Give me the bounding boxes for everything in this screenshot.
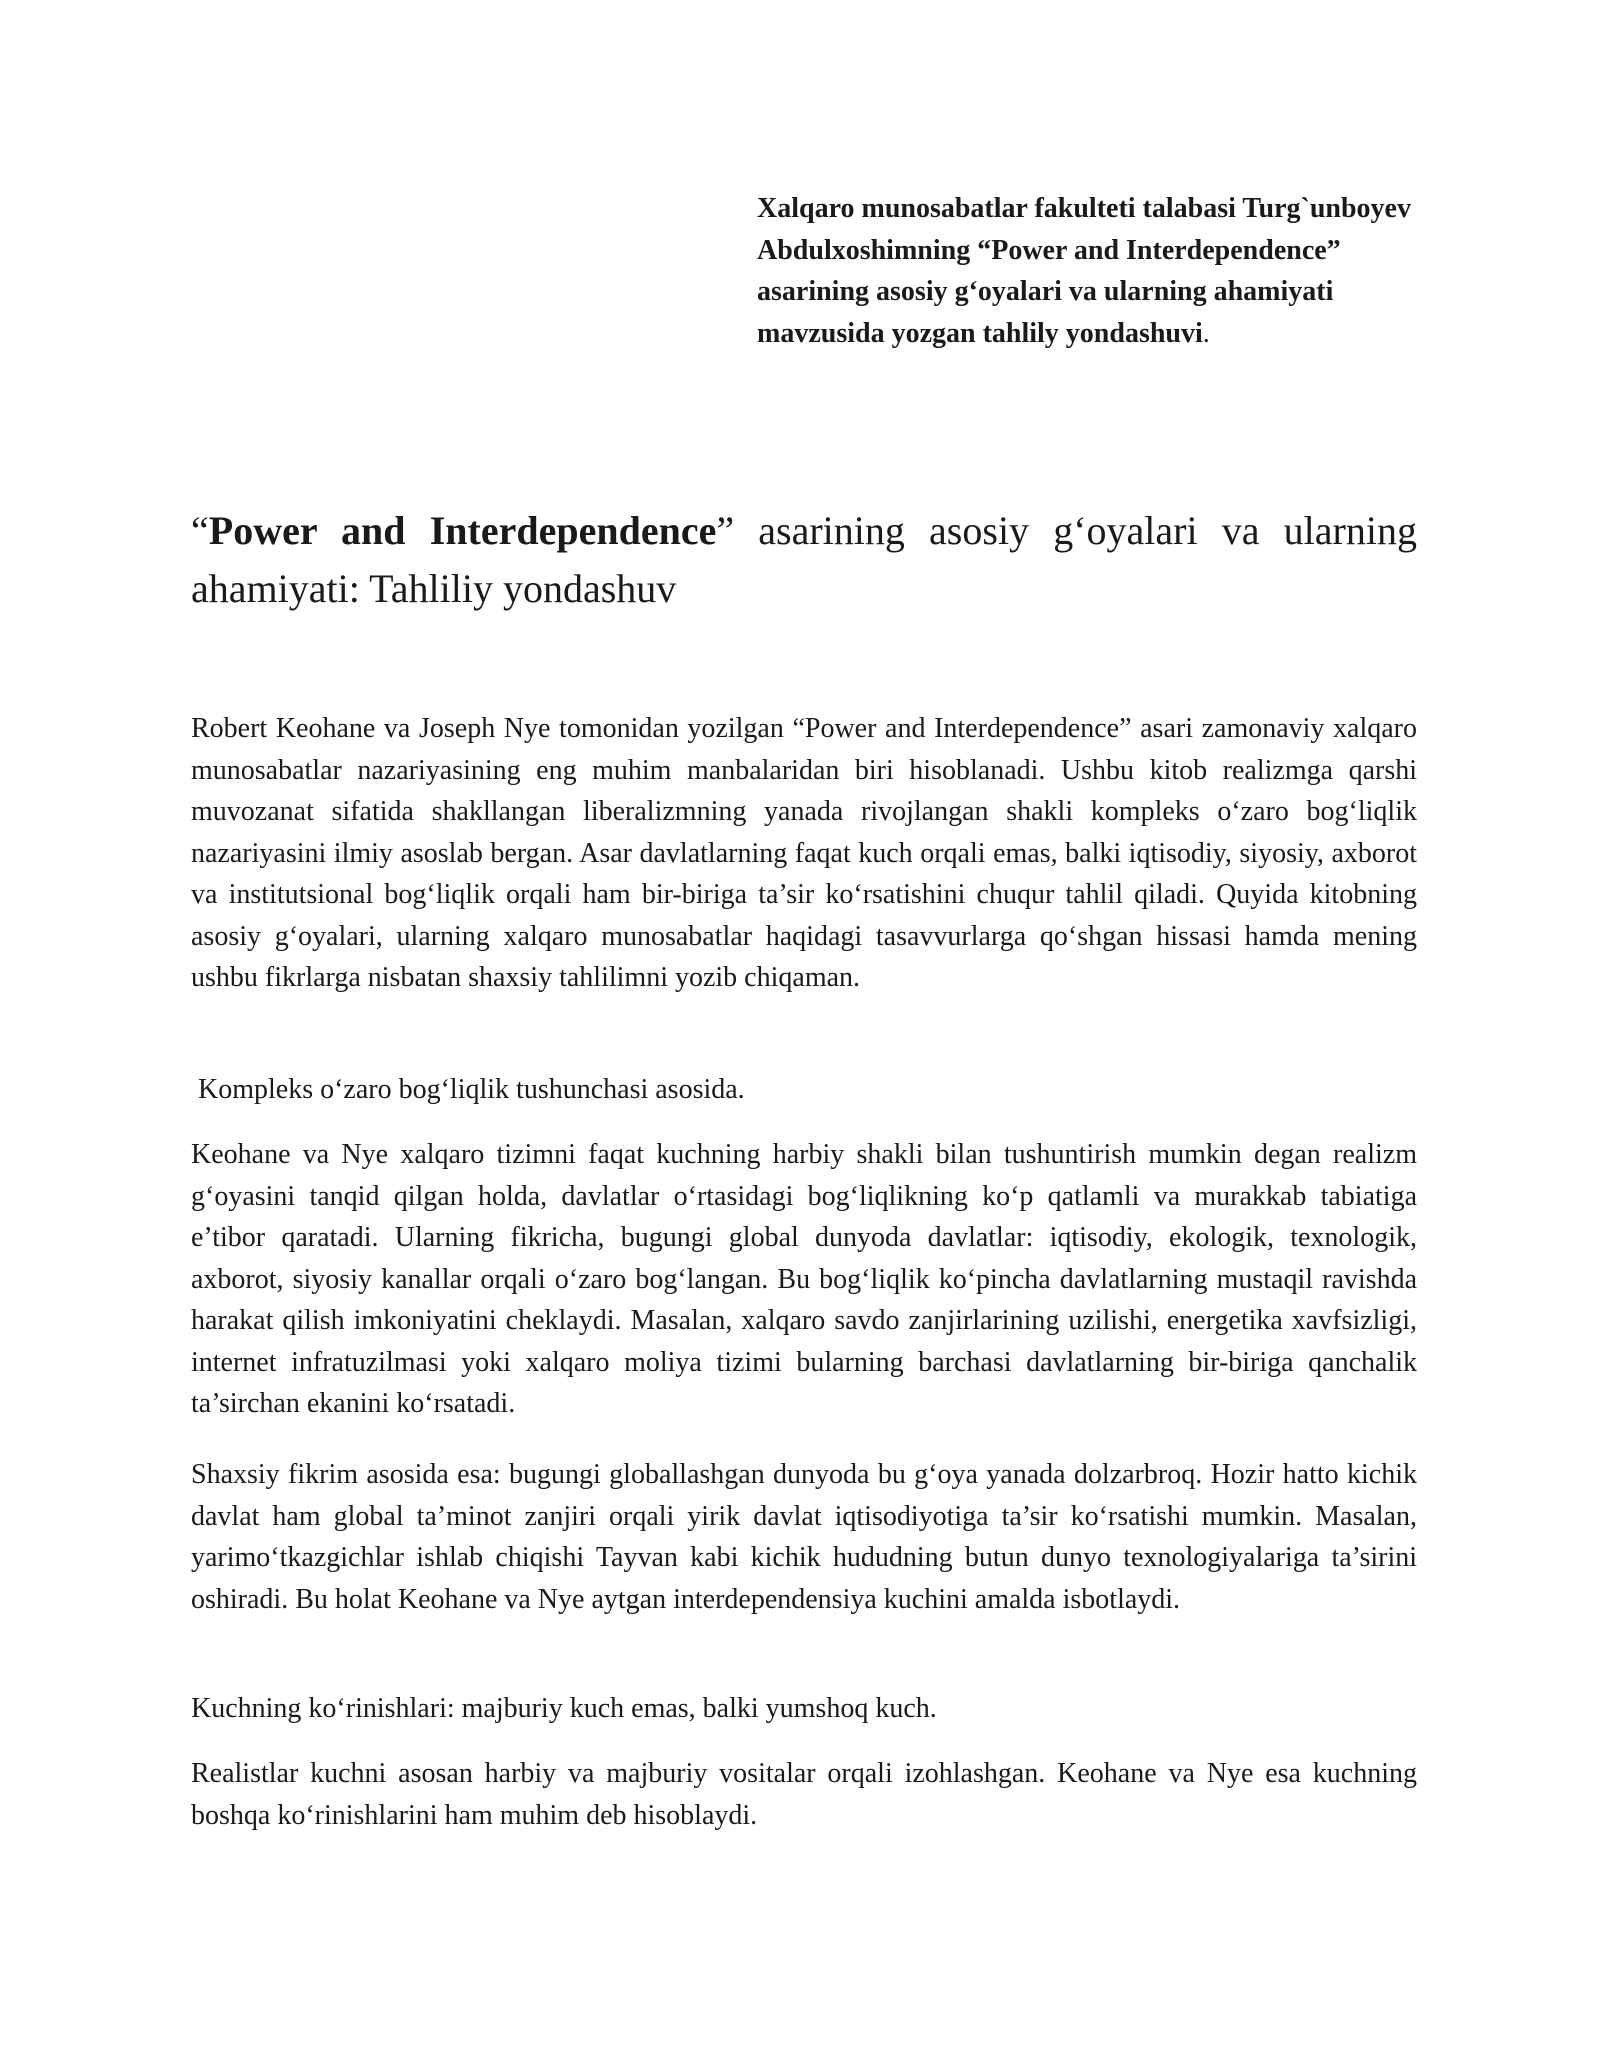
author-info-period: . bbox=[1202, 317, 1210, 349]
title-rest: ” asarining asosiy g‘oyalari va ularning ahamiyati: Tahliliy yondashuv bbox=[191, 508, 1417, 611]
title-open-quote: “ bbox=[191, 508, 209, 553]
document-title bbox=[191, 502, 1417, 618]
intro-paragraph: Robert Keohane va Joseph Nye tomonidan yozilgan “Power and Interdependence” asari zamonaviy xalqaro munosabatlar nazariyasining eng muhim manbalaridan biri hisoblanadi. Ushbu kitob realizmga qarshi muvozanat sifatida shakllangan liberalizmning yanada rivojlangan shakli kompleks o‘zaro bog‘liqlik nazariyasini ilmiy asoslab bergan. Asar davlatlarning faqat kuch orqali emas, balki iqtisodiy, siyosiy, axborot va institutsional bog‘liqlik orqali ham bir-biriga ta’sir ko‘rsatishini chuqur tahlil qiladi. Quyida kitobning asosiy g‘oyalari, ularning xalqaro munosabatlar haqidagi tasavvurlarga qo‘shgan hissasi hamda mening ushbu fikrlarga nisbatan shaxsiy tahlilimni yozib chiqaman. bbox=[191, 713, 1417, 993]
personal-opinion-paragraph: Shaxsiy fikrim asosida esa: bugungi globallashgan dunyoda bu g‘oya yanada dolzarbroq. Hozir hatto kichik davlat ham global ta’minot zanjiri orqali yirik davlat iqtisodiyotiga ta’sir ko‘rsatishi mumkin. Masalan, yarimo‘tkazgichlar ishlab chiqishi Tayvan kabi kichik hududning butun dunyo texnologiyalariga ta’sirini oshiradi. Bu holat Keohane va Nye aytgan interdependensiya kuchini amalda isbotlaydi. bbox=[191, 1459, 1417, 1615]
realists-paragraph: Realistlar kuchni asosan harbiy va majburiy vositalar orqali izohlashgan. Keohane va Nye esa kuchning boshqa ko‘rinishlarini ham muhim deb hisoblaydi. bbox=[191, 1758, 1417, 1831]
author-info-text: Xalqaro munosabatlar fakulteti talabasi Turg`unboyev Abdulxoshimning “Power and Interdependence” asarining asosiy g‘oyalari va ularning ahamiyati mavzusida yozgan tahlily yondashuvi bbox=[757, 193, 1411, 349]
section-heading-interdependence: Kompleks o‘zaro bog‘liqlik tushunchasi asosida. bbox=[191, 1074, 745, 1105]
section-heading-power: Kuchning ko‘rinishlari: majburiy kuch emas, balki yumshoq kuch. bbox=[191, 1693, 937, 1724]
title-bold-part: Power and Interdependence bbox=[208, 508, 717, 553]
keohane-nye-paragraph: Keohane va Nye xalqaro tizimni faqat kuchning harbiy shakli bilan tushuntirish mumkin degan realizm g‘oyasini tanqid qilgan holda, davlatlar o‘rtasidagi bog‘liqlikning ko‘p qatlamli va murakkab tabiatiga e’tibor qaratadi. Ularning fikricha, bugungi global dunyoda davlatlar: iqtisodiy, ekologik, texnologik, axborot, siyosiy kanallar orqali o‘zaro bog‘langan. Bu bog‘liqlik ko‘pincha davlatlarning mustaqil ravishda harakat qilish imkoniyatini cheklaydi. Masalan, xalqaro savdo zanjirlarining uzilishi, energetika xavfsizligi, internet infratuzilmasi yoki xalqaro moliya tizimi bularning barchasi davlatlarning bir-biriga qanchalik ta’sirchan ekanini ko‘rsatadi. bbox=[191, 1139, 1417, 1419]
author-info-block bbox=[757, 188, 1417, 354]
